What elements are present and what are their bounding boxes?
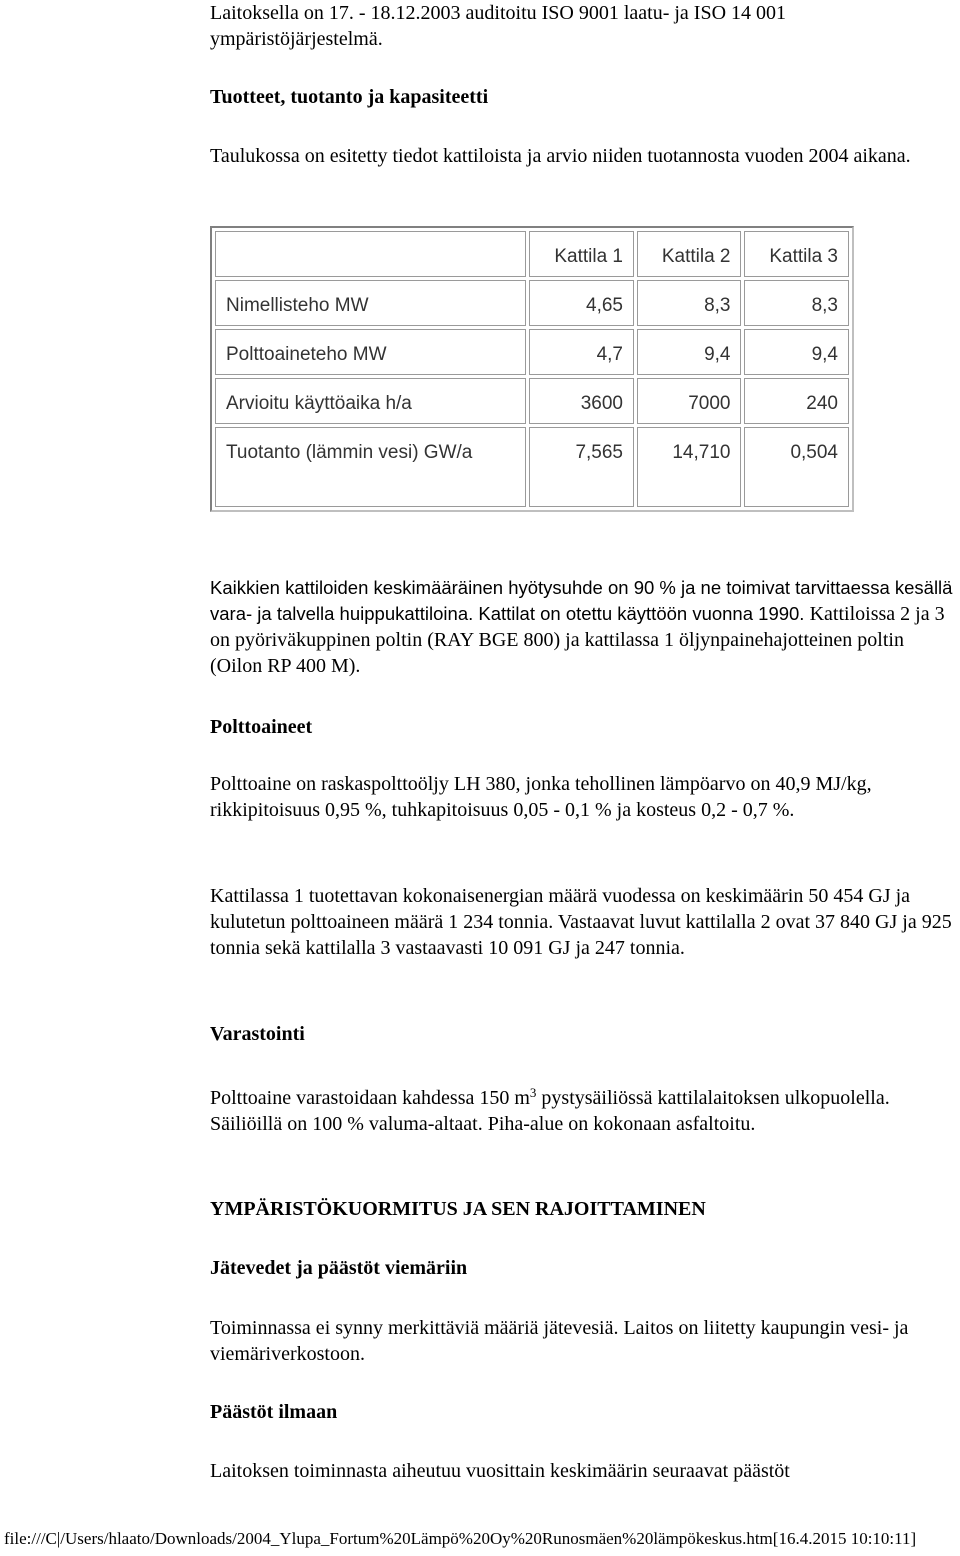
- heading-products: Tuotteet, tuotanto ja kapasiteetti: [210, 86, 489, 108]
- certification-text: Laitoksella on 17. - 18.12.2003 auditoitu ISO 9001 laatu- ja ISO 14 001 ympäristöjärjestelmä.: [210, 2, 787, 50]
- storage-text-part: Polttoaine varastoidaan kahdessa 150 m: [210, 1087, 530, 1109]
- storage-text-part: pystysäiliössä kattilalaitoksen ulkopuolella. Säiliöillä on 100 % valuma-altaat. Piha-alue on kokonaan asfaltoitu.: [210, 1087, 890, 1135]
- table-row: [215, 280, 849, 326]
- heading-wastewater: Jätevedet ja päästöt viemäriin: [210, 1257, 468, 1279]
- table-cell: 9,4: [744, 329, 849, 375]
- table-intro-text: Taulukossa on esitetty tiedot kattiloista ja arvio niiden tuotannosta vuoden 2004 aikana.: [210, 145, 911, 167]
- cubic-superscript: 3: [529, 1085, 537, 1100]
- row-label: Polttoaineteho MW: [215, 329, 526, 375]
- heading-storage: Varastointi: [210, 1023, 305, 1045]
- air-emissions-text: Laitoksen toiminnasta aiheutuu vuosittain keskimäärin seuraavat päästöt: [210, 1460, 790, 1482]
- table-cell: 8,3: [637, 280, 742, 326]
- table-cell: 4,7: [529, 329, 634, 375]
- table-cell: 0,504: [744, 427, 849, 507]
- table-cell: 7,565: [529, 427, 634, 507]
- table-row: [215, 427, 849, 507]
- fuel-consumption-text: Kattilassa 1 tuotettavan kokonaisenergian määrä vuodessa on keskimäärin 50 454 GJ ja kulutetun polttoaineen määrä 1 234 tonnia. Vastaavat luvut kattilalla 2 ovat 37 840 GJ ja 925 tonnia sekä kattilalla 3 vastaavasti 10 091 GJ ja 247 tonnia.: [210, 885, 952, 959]
- table-cell: 8,3: [744, 280, 849, 326]
- table-header-kattila-1: Kattila 1: [529, 231, 634, 277]
- table-header-empty: [215, 231, 526, 277]
- table-row: [215, 329, 849, 375]
- row-label: Nimellisteho MW: [215, 280, 526, 326]
- burners-text: Kattiloissa 2 ja 3 on pyöriväkuppinen poltin (RAY BGE 800) ja kattilassa 1 öljynpainehajotteinen poltin (Oilon RP 400 M).: [210, 603, 945, 677]
- heading-air-emissions: Päästöt ilmaan: [210, 1401, 338, 1423]
- table-cell: 7000: [637, 378, 742, 424]
- boiler-table: [210, 226, 854, 512]
- fuel-properties-text: Polttoaine on raskaspolttoöljy LH 380, jonka tehollinen lämpöarvo on 40,9 MJ/kg, rikkipitoisuus 0,95 %, tuhkapitoisuus 0,05 - 0,1 % ja kosteus 0,2 - 0,7 %.: [210, 773, 872, 821]
- efficiency-paragraph: [210, 575, 958, 679]
- table-cell: 3600: [529, 378, 634, 424]
- table-cell: 240: [744, 378, 849, 424]
- table-header-kattila-2: Kattila 2: [637, 231, 742, 277]
- heading-fuels: Polttoaineet: [210, 716, 313, 738]
- table-cell: 9,4: [637, 329, 742, 375]
- table-cell: 4,65: [529, 280, 634, 326]
- table-cell: 14,710: [637, 427, 742, 507]
- storage-text: [210, 1085, 958, 1137]
- efficiency-text: Kaikkien kattiloiden keskimääräinen hyötysuhde on 90 % ja ne toimivat tarvittaessa kesällä vara- ja talvella huippukattiloina. Kattilat on otettu käyttöön vuonna 1990.: [210, 577, 953, 624]
- table-header-kattila-3: Kattila 3: [744, 231, 849, 277]
- table-row: [215, 378, 849, 424]
- row-label: Tuotanto (lämmin vesi) GW/a: [215, 427, 526, 507]
- file-path-footer: file:///C|/Users/hlaato/Downloads/2004_Ylupa_Fortum%20Lämpö%20Oy%20Runosmäen%20lämpökeskus.htm[16.4.2015 10:10:11]: [4, 1529, 917, 1548]
- row-label: Arvioitu käyttöaika h/a: [215, 378, 526, 424]
- wastewater-text: Toiminnassa ei synny merkittäviä määriä jätevesiä. Laitos on liitetty kaupungin vesi- ja viemäriverkostoon.: [210, 1317, 909, 1365]
- heading-environment: YMPÄRISTÖKUORMITUS JA SEN RAJOITTAMINEN: [210, 1198, 706, 1220]
